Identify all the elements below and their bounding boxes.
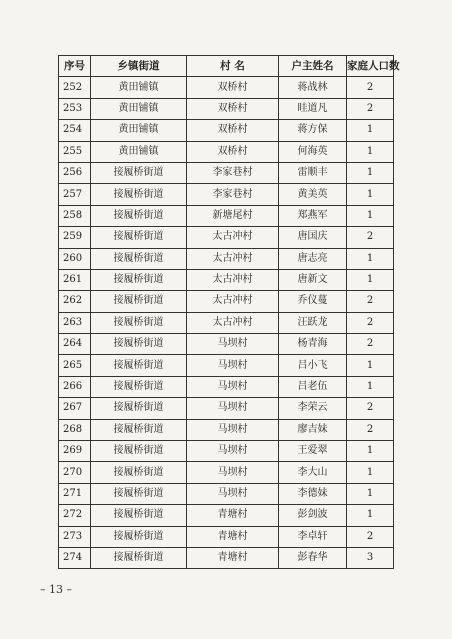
- cell-village: 青塘村: [187, 505, 279, 526]
- cell-township: 接履桥街道: [91, 334, 187, 355]
- cell-family-size: 2: [347, 227, 394, 248]
- cell-serial: 262: [59, 291, 91, 312]
- cell-township: 接履桥街道: [91, 269, 187, 290]
- cell-serial: 252: [59, 77, 91, 98]
- cell-serial: 265: [59, 355, 91, 376]
- cell-village: 太古冲村: [187, 269, 279, 290]
- table-row: [59, 376, 394, 397]
- cell-township: 接履桥街道: [91, 248, 187, 269]
- cell-township: 接履桥街道: [91, 312, 187, 333]
- table-row: [59, 355, 394, 376]
- cell-family-size: 1: [347, 441, 394, 462]
- cell-family-size: 1: [347, 184, 394, 205]
- cell-family-size: 2: [347, 526, 394, 547]
- table-row: [59, 334, 394, 355]
- cell-family-size: 2: [347, 291, 394, 312]
- cell-family-size: 1: [347, 483, 394, 504]
- table-row: [59, 398, 394, 419]
- cell-township: 接履桥街道: [91, 419, 187, 440]
- page-number: – 13 –: [40, 583, 72, 596]
- cell-householder: 唐国庆: [279, 227, 347, 248]
- table-row: [59, 291, 394, 312]
- table-row: [59, 162, 394, 183]
- cell-township: 接履桥街道: [91, 505, 187, 526]
- cell-family-size: 2: [347, 334, 394, 355]
- cell-village: 青塘村: [187, 526, 279, 547]
- cell-township: 接履桥街道: [91, 462, 187, 483]
- table-row: [59, 483, 394, 504]
- table-row: [59, 419, 394, 440]
- cell-village: 新塘尾村: [187, 205, 279, 226]
- cell-serial: 273: [59, 526, 91, 547]
- cell-serial: 263: [59, 312, 91, 333]
- cell-serial: 258: [59, 205, 91, 226]
- cell-serial: 269: [59, 441, 91, 462]
- cell-township: 接履桥街道: [91, 184, 187, 205]
- table-row: [59, 141, 394, 162]
- cell-village: 双桥村: [187, 98, 279, 119]
- cell-householder: 何海英: [279, 141, 347, 162]
- household-table: [58, 55, 400, 569]
- cell-village: 李家巷村: [187, 184, 279, 205]
- cell-township: 接履桥街道: [91, 291, 187, 312]
- cell-householder: 眭道凡: [279, 98, 347, 119]
- cell-township: 接履桥街道: [91, 441, 187, 462]
- cell-family-size: 1: [347, 141, 394, 162]
- cell-serial: 261: [59, 269, 91, 290]
- cell-serial: 264: [59, 334, 91, 355]
- cell-family-size: 2: [347, 398, 394, 419]
- table-row: [59, 441, 394, 462]
- cell-family-size: 1: [347, 120, 394, 141]
- table-row: [59, 77, 394, 98]
- col-header-family-size: 家庭人口数: [347, 56, 394, 77]
- cell-township: 黄田铺镇: [91, 98, 187, 119]
- cell-serial: 267: [59, 398, 91, 419]
- cell-family-size: 2: [347, 419, 394, 440]
- cell-family-size: 1: [347, 505, 394, 526]
- cell-township: 接履桥街道: [91, 526, 187, 547]
- cell-township: 黄田铺镇: [91, 77, 187, 98]
- cell-family-size: 1: [347, 462, 394, 483]
- cell-village: 青塘村: [187, 547, 279, 568]
- cell-township: 黄田铺镇: [91, 120, 187, 141]
- cell-serial: 257: [59, 184, 91, 205]
- cell-village: 马坝村: [187, 441, 279, 462]
- cell-village: 太古冲村: [187, 248, 279, 269]
- cell-village: 双桥村: [187, 141, 279, 162]
- cell-village: 马坝村: [187, 462, 279, 483]
- cell-householder: 乔仪蔓: [279, 291, 347, 312]
- table-row: [59, 462, 394, 483]
- cell-householder: 郑燕军: [279, 205, 347, 226]
- cell-householder: 蒋方保: [279, 120, 347, 141]
- cell-family-size: 2: [347, 312, 394, 333]
- cell-township: 接履桥街道: [91, 227, 187, 248]
- cell-family-size: 2: [347, 77, 394, 98]
- cell-householder: 蒋战林: [279, 77, 347, 98]
- cell-village: 马坝村: [187, 398, 279, 419]
- cell-village: 马坝村: [187, 376, 279, 397]
- cell-township: 接履桥街道: [91, 162, 187, 183]
- cell-householder: 汪跃龙: [279, 312, 347, 333]
- table-row: [59, 184, 394, 205]
- cell-householder: 唐新文: [279, 269, 347, 290]
- cell-householder: 杨青海: [279, 334, 347, 355]
- cell-serial: 271: [59, 483, 91, 504]
- cell-serial: 272: [59, 505, 91, 526]
- cell-serial: 260: [59, 248, 91, 269]
- table-header-row: [59, 56, 394, 77]
- cell-householder: 彭春华: [279, 547, 347, 568]
- col-header-township: 乡镇街道: [91, 56, 187, 77]
- cell-serial: 253: [59, 98, 91, 119]
- cell-family-size: 3: [347, 547, 394, 568]
- cell-township: 接履桥街道: [91, 547, 187, 568]
- table-row: [59, 269, 394, 290]
- cell-family-size: 1: [347, 355, 394, 376]
- cell-family-size: 1: [347, 162, 394, 183]
- table-row: [59, 98, 394, 119]
- cell-householder: 吕老伍: [279, 376, 347, 397]
- table-row: [59, 547, 394, 568]
- cell-village: 马坝村: [187, 334, 279, 355]
- cell-householder: 雷顺丰: [279, 162, 347, 183]
- table-row: [59, 227, 394, 248]
- cell-serial: 255: [59, 141, 91, 162]
- cell-township: 黄田铺镇: [91, 141, 187, 162]
- cell-family-size: 1: [347, 376, 394, 397]
- col-header-householder: 户主姓名: [279, 56, 347, 77]
- household-table-container: [58, 55, 400, 569]
- cell-householder: 吕小飞: [279, 355, 347, 376]
- cell-serial: 270: [59, 462, 91, 483]
- cell-village: 太古冲村: [187, 312, 279, 333]
- cell-householder: 廖吉妹: [279, 419, 347, 440]
- table-row: [59, 312, 394, 333]
- cell-serial: 266: [59, 376, 91, 397]
- table-body: [59, 77, 394, 569]
- cell-serial: 274: [59, 547, 91, 568]
- cell-householder: 王爱翠: [279, 441, 347, 462]
- table-row: [59, 205, 394, 226]
- cell-village: 马坝村: [187, 419, 279, 440]
- cell-village: 李家巷村: [187, 162, 279, 183]
- cell-householder: 李大山: [279, 462, 347, 483]
- cell-householder: 李荣云: [279, 398, 347, 419]
- cell-village: 太古冲村: [187, 227, 279, 248]
- cell-householder: 李卓轩: [279, 526, 347, 547]
- cell-family-size: 1: [347, 248, 394, 269]
- cell-village: 太古冲村: [187, 291, 279, 312]
- cell-serial: 256: [59, 162, 91, 183]
- cell-householder: 彭剑波: [279, 505, 347, 526]
- cell-township: 接履桥街道: [91, 376, 187, 397]
- cell-village: 双桥村: [187, 77, 279, 98]
- cell-family-size: 1: [347, 269, 394, 290]
- table-row: [59, 505, 394, 526]
- table-row: [59, 120, 394, 141]
- cell-township: 接履桥街道: [91, 398, 187, 419]
- cell-family-size: 1: [347, 205, 394, 226]
- cell-family-size: 2: [347, 98, 394, 119]
- cell-township: 接履桥街道: [91, 483, 187, 504]
- cell-village: 马坝村: [187, 483, 279, 504]
- cell-householder: 黄美英: [279, 184, 347, 205]
- cell-serial: 268: [59, 419, 91, 440]
- table-row: [59, 248, 394, 269]
- cell-householder: 李德妹: [279, 483, 347, 504]
- cell-householder: 唐志亮: [279, 248, 347, 269]
- cell-township: 接履桥街道: [91, 355, 187, 376]
- col-header-serial: 序号: [59, 56, 91, 77]
- cell-village: 马坝村: [187, 355, 279, 376]
- cell-village: 双桥村: [187, 120, 279, 141]
- table-row: [59, 526, 394, 547]
- col-header-village: 村 名: [187, 56, 279, 77]
- cell-serial: 259: [59, 227, 91, 248]
- cell-serial: 254: [59, 120, 91, 141]
- cell-township: 接履桥街道: [91, 205, 187, 226]
